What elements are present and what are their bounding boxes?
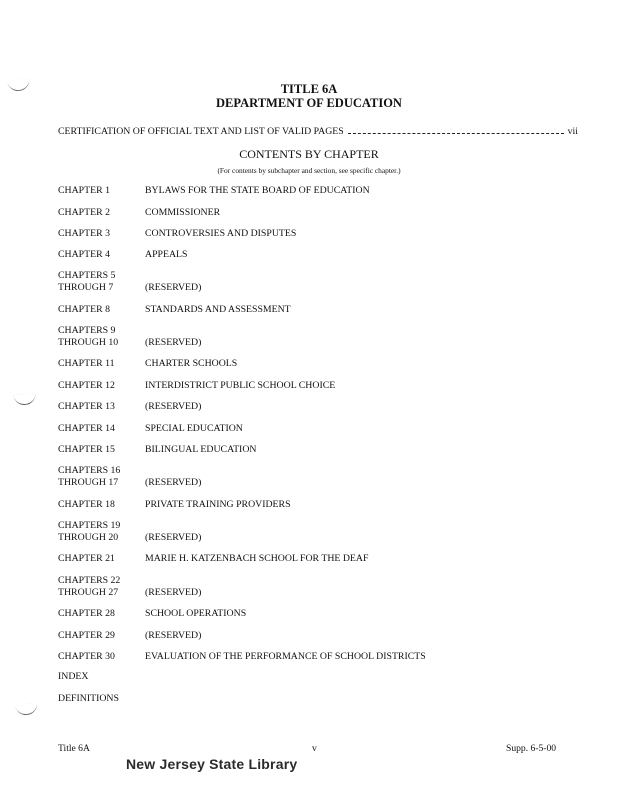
chapter-label: CHAPTERS 19 [58, 520, 121, 531]
library-stamp: New Jersey State Library [126, 756, 298, 772]
chapter-title: (RESERVED) [145, 337, 202, 348]
document-subtitle: DEPARTMENT OF EDUCATION [216, 96, 402, 110]
certification-line [58, 124, 578, 138]
chapter-label: CHAPTERS 16 [58, 465, 121, 476]
footer-title: Title 6A [58, 743, 90, 754]
chapter-title: MARIE H. KATZENBACH SCHOOL FOR THE DEAF [145, 553, 369, 564]
margin-mark [15, 702, 39, 717]
chapter-title: SCHOOL OPERATIONS [145, 608, 247, 619]
chapter-label: CHAPTER 11 [58, 358, 115, 369]
chapter-title: INTERDISTRICT PUBLIC SCHOOL CHOICE [145, 380, 336, 391]
chapter-title: (RESERVED) [145, 587, 202, 598]
chapter-label-range: THROUGH 7 [58, 282, 114, 293]
chapter-label-range: THROUGH 10 [58, 337, 119, 348]
chapter-title: SPECIAL EDUCATION [145, 423, 243, 434]
chapter-label: CHAPTER 2 [58, 207, 110, 218]
chapter-title: BYLAWS FOR THE STATE BOARD OF EDUCATION [145, 185, 370, 196]
chapter-label: CHAPTER 28 [58, 608, 115, 619]
chapter-title: EVALUATION OF THE PERFORMANCE OF SCHOOL DISTRICTS [145, 651, 426, 662]
chapter-title: CHARTER SCHOOLS [145, 358, 238, 369]
chapter-label: CHAPTER 30 [58, 651, 115, 662]
definitions-label: DEFINITIONS [58, 693, 119, 704]
chapter-title: APPEALS [145, 249, 188, 260]
chapter-label: CHAPTER 15 [58, 444, 115, 455]
chapter-title: CONTROVERSIES AND DISPUTES [145, 228, 297, 239]
chapter-title: (RESERVED) [145, 477, 202, 488]
chapter-label: CHAPTER 3 [58, 228, 110, 239]
document-title: TITLE 6A [280, 82, 338, 96]
chapter-title: BILINGUAL EDUCATION [145, 444, 257, 455]
chapter-label-range: THROUGH 20 [58, 532, 119, 543]
chapter-label: CHAPTER 4 [58, 249, 110, 260]
chapter-label: CHAPTER 1 [58, 185, 110, 196]
certification-text: CERTIFICATION OF OFFICIAL TEXT AND LIST OF VALID PAGES [58, 125, 344, 137]
chapter-label: CHAPTER 14 [58, 423, 115, 434]
dot-leader [348, 133, 564, 134]
footer-page-number: v [312, 743, 317, 754]
chapter-title: (RESERVED) [145, 630, 202, 641]
chapter-title: STANDARDS AND ASSESSMENT [145, 304, 291, 315]
chapter-title: (RESERVED) [145, 532, 202, 543]
contents-note: (For contents by subchapter and section, see specific chapter.) [217, 166, 401, 175]
chapter-title: (RESERVED) [145, 401, 202, 412]
certification-page: vii [567, 125, 578, 137]
chapter-label: CHAPTERS 9 [58, 325, 116, 336]
chapter-title: COMMISSIONER [145, 207, 221, 218]
chapter-title: (RESERVED) [145, 282, 202, 293]
chapter-label-range: THROUGH 27 [58, 587, 119, 598]
chapter-label: CHAPTER 21 [58, 553, 115, 564]
chapter-label: CHAPTER 12 [58, 380, 115, 391]
chapter-label: CHAPTER 29 [58, 630, 115, 641]
chapter-label: CHAPTERS 5 [58, 270, 116, 281]
chapter-label-range: THROUGH 17 [58, 477, 119, 488]
margin-mark [13, 393, 36, 406]
chapter-title: PRIVATE TRAINING PROVIDERS [145, 499, 291, 510]
footer-supplement: Supp. 6-5-00 [506, 743, 557, 754]
chapter-label: CHAPTER 18 [58, 499, 115, 510]
chapter-label: CHAPTERS 22 [58, 575, 121, 586]
chapter-label: CHAPTER 13 [58, 401, 115, 412]
contents-heading: CONTENTS BY CHAPTER [239, 147, 379, 161]
chapter-label: CHAPTER 8 [58, 304, 110, 315]
index-label: INDEX [58, 671, 89, 682]
